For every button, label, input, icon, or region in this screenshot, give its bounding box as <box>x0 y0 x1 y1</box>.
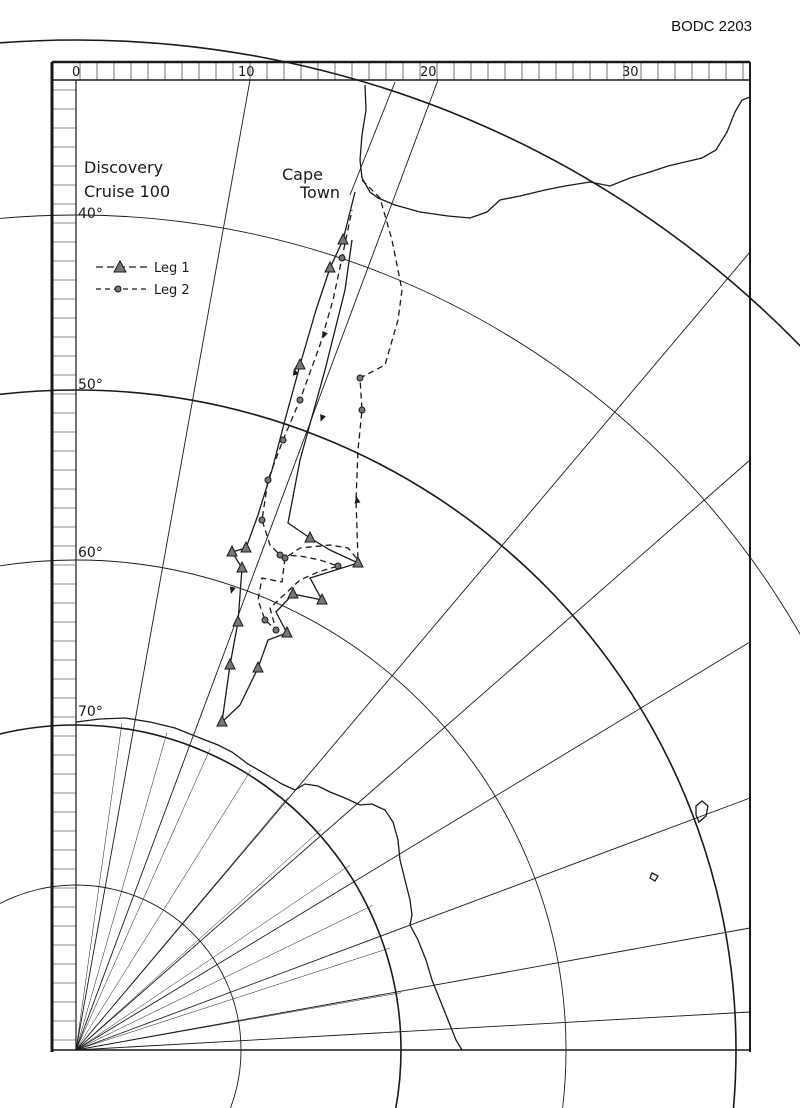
leg1-station-marker <box>241 542 251 552</box>
direction-arrow-icon <box>320 331 328 340</box>
meridian-line <box>76 733 167 1050</box>
leg1-station-marker <box>325 262 335 272</box>
leg1-track <box>222 192 358 722</box>
latitude-circle <box>0 215 800 1108</box>
map-legend <box>96 261 190 298</box>
leg1-station-marker <box>295 359 305 369</box>
latitude-circle <box>0 390 736 1108</box>
coastlines <box>76 85 750 1050</box>
lat-label-50: 50° <box>78 377 103 393</box>
meridian-line <box>76 1012 750 1050</box>
legend-leg2-label: Leg 2 <box>154 283 190 298</box>
leg2-station-marker <box>280 437 286 443</box>
meridian-line <box>76 797 288 1050</box>
meridian-line <box>76 80 438 1050</box>
direction-arrow-icon <box>353 496 360 504</box>
leg1-station-marker <box>305 532 315 542</box>
document-reference: BODC 2203 <box>671 18 752 35</box>
meridian-line <box>350 82 395 195</box>
leg1-station-marker <box>233 616 243 626</box>
latitude-circle <box>0 885 241 1108</box>
leg2-station-marker <box>265 477 271 483</box>
leg1-station-marker <box>282 627 292 637</box>
meridian-line <box>76 723 122 1050</box>
leg2-station-marker <box>262 617 268 623</box>
leg2-station-marker <box>357 375 363 381</box>
place-label-line1: Cape <box>282 165 323 184</box>
leg1-station-marker <box>253 662 263 672</box>
leg1-station-marker <box>217 716 227 726</box>
lat-label-40: 40° <box>78 206 103 222</box>
lon-tick-30: 30 <box>622 65 639 80</box>
africa-coastline <box>360 85 750 218</box>
meridian-line <box>76 798 750 1050</box>
map-title-line2: Cruise 100 <box>84 182 171 201</box>
leg2-station-marker <box>297 397 303 403</box>
leg2-station-marker <box>339 255 345 261</box>
meridian-line <box>76 993 401 1050</box>
leg1-station-marker <box>225 659 235 669</box>
meridian-line <box>76 770 251 1050</box>
place-label-line2: Town <box>300 183 341 202</box>
lon-tick-0: 0 <box>72 65 81 80</box>
lon-tick-10: 10 <box>238 65 255 80</box>
leg2-station-marker <box>335 563 341 569</box>
leg2-station-marker <box>359 407 365 413</box>
lon-tick-20: 20 <box>420 65 437 80</box>
lat-label-70: 70° <box>78 704 103 720</box>
direction-arrow-icon <box>228 586 236 594</box>
antarctica-coastline <box>76 718 462 1050</box>
island-outline <box>696 801 708 822</box>
circle-marker-icon <box>115 286 121 292</box>
cruise-tracks <box>217 180 402 726</box>
meridian-line <box>76 829 321 1050</box>
map-frame <box>52 62 750 1052</box>
meridian-line <box>76 80 250 1050</box>
leg2-track <box>258 180 402 630</box>
map-title-line1: Discovery <box>84 158 164 177</box>
legend-leg1-label: Leg 1 <box>154 261 190 276</box>
direction-arrow-icon <box>318 414 326 423</box>
meridian-line <box>76 905 373 1050</box>
leg2-station-marker <box>277 552 283 558</box>
leg2-station-marker <box>273 627 279 633</box>
lat-label-60: 60° <box>78 545 103 561</box>
meridian-line <box>76 460 750 1050</box>
island-outline <box>650 873 658 881</box>
leg2-station-marker <box>259 517 265 523</box>
